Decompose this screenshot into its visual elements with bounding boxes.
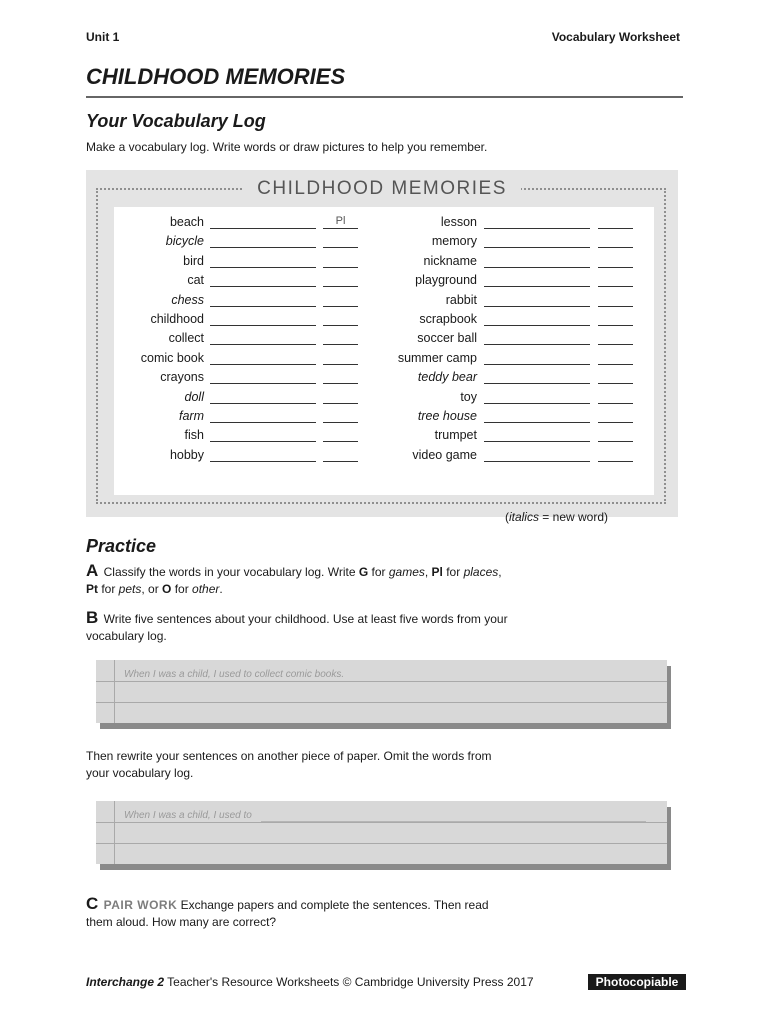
word-blank[interactable]: [210, 352, 316, 365]
word-blank[interactable]: [210, 429, 316, 442]
word-blank[interactable]: [484, 429, 590, 442]
word-blank[interactable]: [210, 255, 316, 268]
category-blank[interactable]: [598, 313, 633, 326]
vocab-box-title: CHILDHOOD MEMORIES: [86, 178, 678, 200]
vocab-word: trumpet: [434, 428, 477, 443]
category-blank[interactable]: [323, 391, 358, 404]
practice-heading: Practice: [86, 536, 157, 556]
category-blank[interactable]: [598, 235, 633, 248]
exercise-b: B Write five sentences about your childhood. Use at least five words from your vocabulary log.: [86, 608, 508, 643]
category-blank[interactable]: [598, 429, 633, 442]
vocab-word: comic book: [140, 350, 204, 365]
category-blank[interactable]: [323, 332, 358, 345]
vocab-word: video game: [412, 447, 477, 462]
category-blank[interactable]: Pl: [323, 216, 358, 229]
category-blank[interactable]: [598, 371, 633, 384]
word-blank[interactable]: [484, 371, 590, 384]
exercise-a: A Classify the words in your vocabulary log. Write G for games, Pl for places, Pt for pets, or O for other.: [86, 561, 502, 596]
category-blank[interactable]: [598, 274, 633, 287]
example-sentence: When I was a child, I used to collect comic books.: [124, 669, 345, 680]
vocab-word: cat: [187, 273, 204, 288]
vocab-word: crayons: [160, 370, 204, 385]
title-divider: [86, 96, 683, 98]
category-blank[interactable]: [598, 449, 633, 462]
vocab-word: rabbit: [445, 292, 477, 307]
word-blank[interactable]: [210, 410, 316, 423]
writing-lines-2[interactable]: [96, 801, 667, 864]
word-blank[interactable]: [484, 449, 590, 462]
exercise-a-letter: A: [86, 561, 99, 580]
word-blank[interactable]: [210, 274, 316, 287]
page-title: CHILDHOOD MEMORIES: [86, 64, 346, 89]
vocab-word: tree house: [417, 409, 477, 423]
word-blank[interactable]: [484, 294, 590, 307]
photocopiable-badge: Photocopiable: [588, 974, 686, 990]
pair-work-label: PAIR WORK: [103, 898, 178, 912]
category-blank[interactable]: [598, 332, 633, 345]
category-blank[interactable]: [323, 449, 358, 462]
word-blank[interactable]: [210, 235, 316, 248]
category-blank[interactable]: [598, 391, 633, 404]
vocab-word: soccer ball: [417, 331, 477, 346]
category-blank[interactable]: [323, 410, 358, 423]
word-blank[interactable]: [484, 391, 590, 404]
word-blank[interactable]: [484, 410, 590, 423]
category-blank[interactable]: [323, 371, 358, 384]
category-blank[interactable]: [598, 255, 633, 268]
category-blank[interactable]: [598, 410, 633, 423]
word-blank[interactable]: [484, 352, 590, 365]
word-blank[interactable]: [484, 313, 590, 326]
vocab-word: bird: [183, 253, 204, 268]
worksheet-type: Vocabulary Worksheet: [551, 30, 680, 44]
word-blank[interactable]: [210, 449, 316, 462]
word-blank[interactable]: [484, 255, 590, 268]
exercise-b-letter: B: [86, 608, 99, 627]
vocab-word: summer camp: [397, 350, 477, 365]
word-blank[interactable]: [210, 371, 316, 384]
category-blank[interactable]: [598, 352, 633, 365]
vocab-list: [114, 207, 654, 524]
category-blank[interactable]: [598, 294, 633, 307]
vocab-word: nickname: [423, 253, 477, 268]
word-blank[interactable]: [210, 391, 316, 404]
vocab-word: chess: [171, 292, 204, 307]
word-blank[interactable]: [484, 235, 590, 248]
category-blank[interactable]: [323, 352, 358, 365]
rewrite-instructions: Then rewrite your sentences on another piece of paper. Omit the words from your vocabulary log.: [86, 749, 492, 780]
vocab-word: farm: [179, 409, 204, 423]
italics-note: (italics = new word): [504, 510, 608, 524]
word-blank[interactable]: [484, 274, 590, 287]
vocab-word: beach: [169, 215, 204, 229]
vocab-word: childhood: [150, 312, 204, 326]
vocab-word: fish: [184, 428, 204, 443]
category-blank[interactable]: [323, 235, 358, 248]
writing-lines-1[interactable]: [96, 660, 667, 723]
exercise-c: C PAIR WORK Exchange papers and complete the sentences. Then read them aloud. How many are correct?: [86, 894, 489, 929]
word-blank[interactable]: [210, 313, 316, 326]
vocab-word: toy: [460, 389, 477, 404]
category-blank[interactable]: [323, 313, 358, 326]
vocab-word: doll: [184, 389, 204, 404]
unit-label: Unit 1: [86, 30, 120, 44]
category-blank[interactable]: [323, 274, 358, 287]
word-blank[interactable]: [484, 216, 590, 229]
word-blank[interactable]: [210, 216, 316, 229]
word-blank[interactable]: [210, 294, 316, 307]
category-blank[interactable]: [323, 255, 358, 268]
exercise-c-letter: C: [86, 894, 99, 913]
word-blank[interactable]: [210, 332, 316, 345]
example-sentence-start: When I was a child, I used to: [124, 810, 252, 821]
vocab-word: hobby: [169, 447, 204, 462]
category-blank[interactable]: [323, 429, 358, 442]
footer-credit: Interchange 2 Teacher's Resource Worksheets © Cambridge University Press 2017: [86, 975, 534, 989]
vocab-word: scrapbook: [419, 312, 477, 326]
vocab-log-instructions: Make a vocabulary log. Write words or draw pictures to help you remember.: [86, 140, 488, 154]
vocab-word: lesson: [440, 215, 477, 229]
vocabulary-box: [86, 170, 678, 524]
category-blank[interactable]: [598, 216, 633, 229]
vocab-word: teddy bear: [417, 370, 477, 385]
vocab-word: memory: [431, 234, 477, 249]
vocab-word: collect: [168, 331, 204, 346]
category-blank[interactable]: [323, 294, 358, 307]
vocab-log-heading: Your Vocabulary Log: [86, 111, 266, 131]
vocab-word: playground: [415, 273, 477, 288]
vocab-word: bicycle: [165, 234, 204, 249]
word-blank[interactable]: [484, 332, 590, 345]
